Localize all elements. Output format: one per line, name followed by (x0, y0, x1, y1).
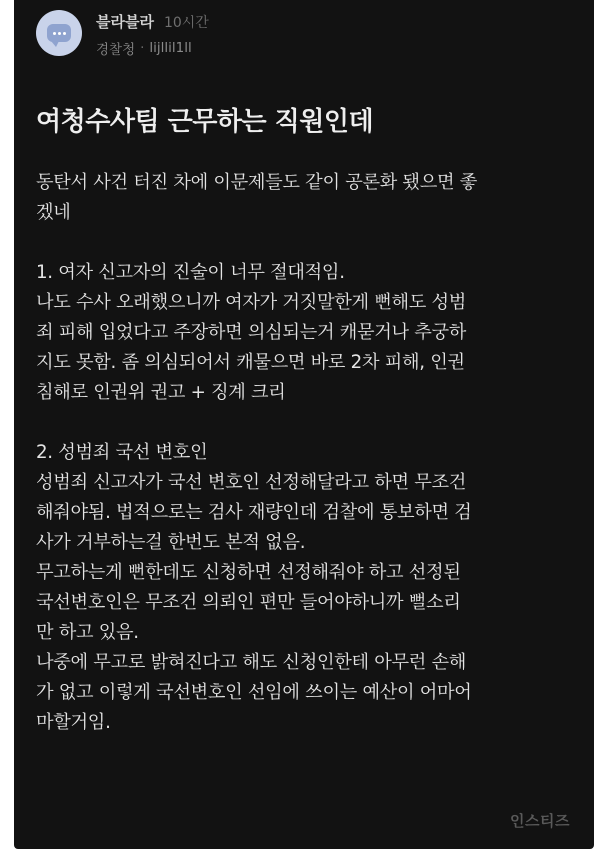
watermark: 인스티즈 (510, 812, 570, 830)
body-line: 죄 피해 입었다고 주장하면 의심되는거 캐묻거나 추궁하 (36, 322, 467, 343)
body-line: 무고하는게 뻔한데도 신청하면 선정해줘야 하고 선정된 (36, 562, 461, 583)
body-line: 나중에 무고로 밝혀진다고 해도 신청인한테 아무런 손해 (36, 652, 467, 673)
body-line: 해줘야됨. 법적으로는 검사 재량인데 검찰에 통보하면 검 (36, 502, 472, 523)
post-card (14, 0, 594, 849)
body-line: 침해로 인권위 권고 + 징계 크리 (36, 382, 286, 403)
body-line: 만 하고 있음. (36, 622, 139, 643)
post-header (36, 10, 209, 70)
body-line: 2. 성범죄 국선 변호인 (36, 442, 208, 463)
body-line: 국선변호인은 무조건 의뢰인 편만 들어야하니까 뻘소리 (36, 592, 461, 613)
body-line: 가 없고 이렇게 국선변호인 선임에 쓰이는 예산이 어마어 (36, 682, 472, 703)
body-line: 마할거임. (36, 712, 111, 733)
author-company-line (96, 38, 209, 58)
separator: · (140, 40, 145, 56)
body-line: 동탄서 사건 터진 차에 이문제들도 같이 공론화 됐으면 좋 (36, 172, 478, 193)
paragraph-gap (36, 228, 581, 258)
body-line: 지도 못함. 좀 의심되어서 캐물으면 바로 2차 피해, 인권 (36, 352, 465, 373)
author-handle: lijllil1ll (149, 40, 192, 56)
body-line: 1. 여자 신고자의 진술이 너무 절대적임. (36, 262, 345, 283)
author-company[interactable]: 경찰청 (96, 42, 136, 58)
author-meta (96, 10, 209, 58)
post-time: 10시간 (163, 15, 209, 31)
author-name[interactable]: 블라블라 (96, 13, 154, 31)
body-line: 성범죄 신고자가 국선 변호인 선정해달라고 하면 무조건 (36, 472, 467, 493)
paragraph-gap (36, 408, 581, 438)
post-title: 여청수사팀 근무하는 직원인데 (36, 107, 374, 137)
body-line: 나도 수사 오래했으니까 여자가 거짓말한게 뻔해도 성범 (36, 292, 467, 313)
author-line (96, 11, 209, 32)
body-line: 겠네 (36, 202, 71, 223)
dot-icon (53, 32, 56, 35)
body-line: 사가 거부하는걸 한번도 본적 없음. (36, 532, 306, 553)
dot-icon (58, 32, 61, 35)
dot-icon (63, 32, 66, 35)
chat-bubble-icon (47, 24, 71, 42)
avatar[interactable] (36, 10, 82, 56)
post-body (36, 168, 581, 738)
